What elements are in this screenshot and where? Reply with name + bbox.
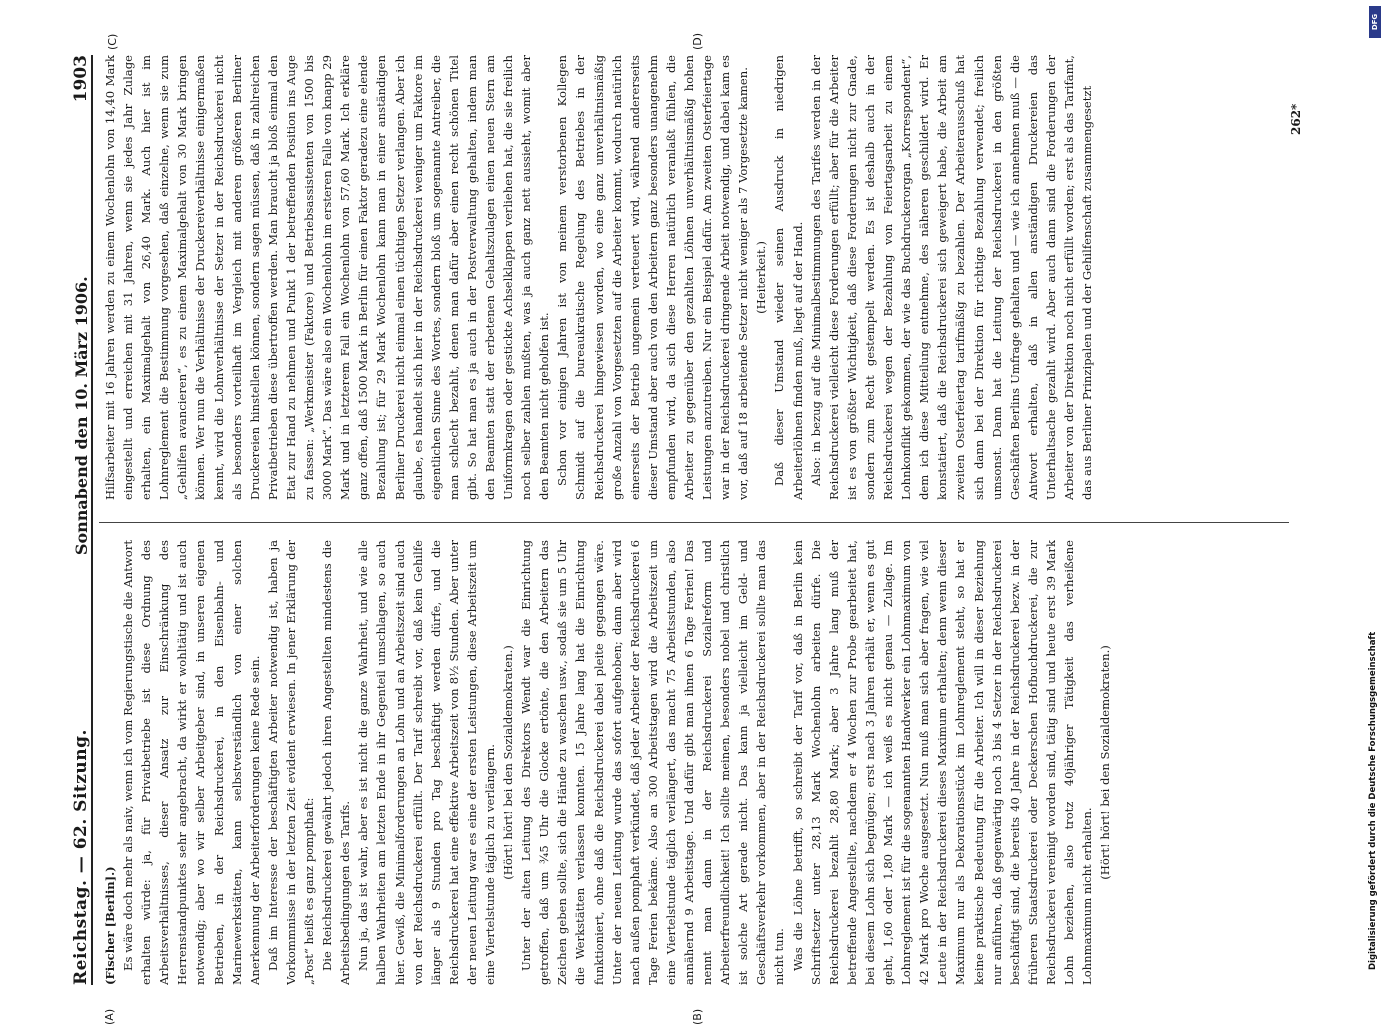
- left-text-column: [101, 540, 1281, 985]
- paragraph: Daß im Interesse der beschäftigten Arbeiter notwendig ist, haben ja Vorkommnisse in der letzten Zeit evident erwiesen. In jener Erklärung der „Post“ heißt es ganz pompthaft:: [265, 540, 317, 985]
- paragraph: Was die Löhne betrifft, so schreibt der Tarif vor, daß in Berlin kein Schriftsetzer unter 28,13 Mark Wochenlohn arbeiten dürfe. Die Reichsdruckerei bezahlt 28,80 Mark; aber 3 Jahre lang muß der betreffende Angestellte, nachdem er 4 Wochen zur Probe gearbeitet hat, bei diesem Lohn sich begnügen; erst nach 3 Jahren erhält er, wenn es gut geht, 1,60 oder 1,80 Mark — ich weiß es nicht genau — Zulage. Im Lohnreglement ist für die sogenannten Handwerker ein Lohnmaximum von 42 Mark pro Woche ausgesetzt. Nun muß man sich aber fragen, wie viel Leute in der Reichsdruckerei dieses Maximum erhalten; denn wenn dieser Maximum nur als Dekorationsstück im Lohnreglement steht, so hat er keine praktische Bedeutung für die Arbeiter. Ich will in dieser Beziehung nur anführen, daß gegenwärtig noch 3 bis 4 Setzer in der Reichsdruckerei beschäftigt sind, die bereits 40 Jahre in der Reichsdruckerei bezw. in der früheren Staatsdruckerei oder Deckerschen Hofbuchdruckerei, die zur Reichsdruckerei vereinigt worden sind, tätig sind und heute erst 39 Mark Lohn beziehen, also trotz 40jähriger Tätigkeit das verheißene Lohnmaximum nicht erhalten.: [790, 540, 1095, 985]
- dfg-credit-text: Digitalisierung gefördert durch die Deutsche Forschungsgemeinschaft: [1368, 631, 1378, 970]
- paragraph: Die Reichsdruckerei gewährt jedoch ihren Angestellten mindestens die Arbeitsbedingungen des Tarifs.: [320, 540, 353, 985]
- paragraph: Also: in bezug auf die Minimalbestimmungen des Tarifes werden in der Reichsdruckerei vielleicht diese Forderungen erfüllt; aber für die Arbeiter ist es von größter Wichtigkeit, daß diese Forderungen nicht zur Gnade, sondern zum Recht gestempelt werden. Es ist deshalb auch in der Reichsdruckerei wegen der Bezahlung von Feiertagsarbeit zu einem Lohnkonflikt gekommen, der wie das Buchdruckerorgan „Korrespondent“, dem ich diese Mitteilung entnehme, des näheren geschildert wird. Er konstatiert, daß die Reichsdruckerei sich geweigert habe, die Arbeit am zweiten Osterfeiertag tarifmäßig zu bezahlen. Der Arbeiterausschuß hat sich dann bei der Direktion für richtige Bezahlung verwendet; freilich umsonst. Dann hat die Leitung der Reichsdruckerei in den größten Geschäften Berlins Umfrage gehalten und — wie ich annehmen muß — die Antwort erhalten, daß in allen anständigen Druckereien das Unterhaltsache gezahlt wird. Aber auch dann sind die Forderungen der Arbeiter von der Direktion noch nicht erfüllt worden; erst als das Tarifamt, das aus Berliner Prinzipalen und der Gehilfenschaft zusammengesetzt: [808, 55, 1095, 500]
- dfg-logo-icon: DFG: [1369, 6, 1381, 38]
- margin-marker-d: (D): [691, 32, 704, 50]
- interjection: (Heiterkeit.): [754, 241, 769, 314]
- page-header: [51, 55, 93, 985]
- speaker-name: (Fischer [Berlin].): [103, 866, 117, 985]
- paragraph: Unter der alten Leitung des Direktors Wendt war die Einrichtung getroffen, daß um ¾5 Uhr die Glocke ertönte, die den Arbeitern das Zeichen geben sollte, sich die Hände zu waschen usw., sodaß sie um 5 Uhr die Werkstätten verlassen konnten. 15 Jahre lang hat die Einrichtung funktioniert, ohne daß die Reichsdruckerei dabei pleite gegangen wäre. Unter der neuen Leitung wurde das sofort aufgehoben; dann aber wird nach außen pomphaft verkündet, daß jeder Arbeiter der Reichsdruckerei 6 Tage Ferien bekäme. Also an 300 Arbeitstagen wird die Arbeitszeit um eine Viertelstunde täglich verlängert, das macht 75 Arbeitsstunden, also annähernd 9 Arbeitstage. Und dafür gibt man ihnen 6 Tage Ferien! Das nennt man dann in der Reichsdruckerei Sozialreform und Arbeiterfreundlichkeit! Ich sollte meinen, besonders nobel und christlich ist solche Art gerade nicht. Das kann ja vielleicht im Geld- und Geschäftsverkehr vorkommen, aber in der Reichsdruckerei sollte man das nicht tun.: [519, 540, 787, 985]
- right-text-column: [101, 55, 1281, 500]
- margin-marker-a: (A): [103, 1008, 116, 1025]
- interjection: (Hört! hört! bei den Sozialdemokraten.): [1098, 645, 1113, 880]
- margin-marker-c: (C): [106, 33, 119, 50]
- page-signature: 262*: [1289, 103, 1303, 135]
- paragraph: Nun ja, das ist wahr, aber es ist nicht die ganze Wahrheit, und wie alle halben Wahrheiten am letzten Ende in ihr Gegenteil umschlagen, so auch hier. Gewiß, die Minimalforderungen an Lohn und an Arbeitszeit sind auch von der Reichsdruckerei erfüllt. Der Tarif schreibt vor, daß kein Gehilfe länger als 9 Stunden pro Tag beschäftigt werden dürfe, und die Reichsdruckerei hat eine effektive Arbeitszeit von 8½ Stunden. Aber unter der neuen Leitung war es eine der ersten Leistungen, diese Arbeitszeit um eine Viertelstunde täglich zu verlängern.: [356, 540, 497, 985]
- column-divider: [99, 522, 1289, 523]
- document-page: [51, 32, 1356, 1025]
- paragraph: Schon vor einigen Jahren ist von meinem verstorbenen Kollegen Schmidt auf die bureaukratische Regelung des Betriebes in der Reichsdruckerei hingewiesen worden, wo eine ganz unverhältnismäßig große Anzahl von Vorgesetzten auf die Arbeiter kommt, wodurch natürlich einerseits der Betrieb ungemein verteuert wird, während andererseits dieser Umstand aber auch von den Arbeitern ganz besonders unangenehm empfunden wird, da sich diese Herren natürlich veranlaßt fühlen, die Arbeiter zu gegenüber den gezahlten Löhnen unverhältnismäßig hohen Leistungen anzutreiben. Nur ein Beispiel dafür. Am zweiten Osterfeiertage war in der Reichsdruckerei dringende Arbeit notwendig, und dabei kam es vor, daß auf 18 arbeitende Setzer nicht weniger als 7 Vorgesetzte kamen.: [555, 55, 751, 500]
- dfg-sidebar: [1368, 10, 1380, 990]
- interjection: (Hört! hört! bei den Sozialdemokraten.): [501, 645, 516, 880]
- paragraph: Daß dieser Umstand wieder seinen Ausdruck in niedrigen Arbeiterlöhnen finden muß, liegt auf der Hand.: [772, 55, 805, 500]
- margin-marker-b: (B): [691, 1008, 704, 1025]
- header-date: Sonnabend den 10. März 1906.: [72, 276, 91, 556]
- header-page-number: 1903: [71, 55, 91, 103]
- paragraph: Hilfsarbeiter mit 16 Jahren werden zu einem Wochenlohn von 14,40 Mark eingestellt und erreichen mit 31 Jahren, wenn sie jedes Jahr Zulage erhalten, ein Maximalgehalt von 26,40 Mark. Auch hier ist im Lohnreglement die Bestimmung vorgesehen, daß einzelne, wenn sie zum „Gehilfen avancieren“, es zu einem Maximalgehalt von 30 Mark bringen können. Wer nun die Verhältnisse der Druckereiverhältnisse einigermaßen kennt, wird die Lohnverhältnisse der Setzer in der Reichsdruckerei nicht als besonders vorteilhaft im Vergleich mit anderen größeren Berliner Druckereien hinstellen können, sondern sagen müssen, daß in zahlreichen Privatbetrieben diese übertroffen werden. Man braucht ja bloß einmal den Etat zur Hand zu nehmen und Punkt 1 der betreffenden Position ins Auge zu fassen: „Werkmeister (Faktore) und Betriebsassistenten von 1500 bis 3000 Mark“. Das wäre also ein Wochenlohn im ersteren Falle von knapp 29 Mark und in letzterem Fall ein Wochenlohn von 57,60 Mark. Ich erkläre ganz offen, daß 1500 Mark in Berlin für einen Faktor geradezu eine elende Bezahlung ist; für 29 Mark Wochenlohn kann man in einer anständigen Berliner Druckerei nicht einmal einen tüchtigen Setzer verlangen. Aber ich glaube, es handelt sich hier in der Reichsdruckerei weniger um Faktore im eigentlichen Sinne des Wortes, sondern bloß um sogenannte Antreiber, die man schlecht bezahlt, denen man dafür aber einen recht schönen Titel gibt. So hat man es ja auch in der Postverwaltung gehalten, indem man den Beamten statt der erbetenen Gehaltszulagen einen neuen Stern am Uniformkragen oder gestickte Achselklappen verliehen hat, die sie freilich noch selber zahlen mußten, was ja auch ganz nett aussieht, womit aber den Beamten nicht geholfen ist.: [103, 55, 552, 500]
- paragraph: Es wäre doch mehr als naiv, wenn ich vom Regierungstische die Antwort erhalten würde: ja, für Privatbetriebe ist diese Ordnung des Arbeitsverhältnisses, dieser Ansatz zur Einschränkung des Herrenstandpunktes sehr angebracht, da wirkt er wohltätig und ist auch notwendig; aber wo wir selber Arbeitgeber sind, in unseren eigenen Betrieben, in der Reichsdruckerei, in den Eisenbahn- und Marinewerkstätten, kann selbstverständlich von einer solchen Anerkennung der Arbeiterforderungen keine Rede sein.: [121, 540, 262, 985]
- header-session: Reichstag. — 62. Sitzung.: [71, 729, 91, 985]
